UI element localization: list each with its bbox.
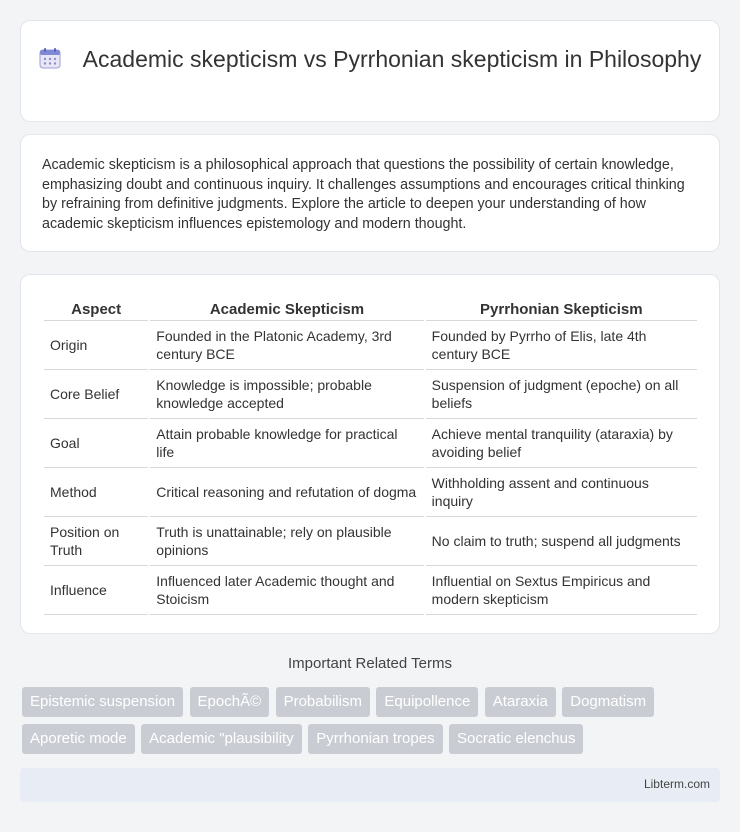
- row-academic: Founded in the Platonic Academy, 3rd century BCE: [150, 321, 423, 370]
- related-term-tag[interactable]: Epistemic suspension: [22, 687, 183, 717]
- table-row: [44, 321, 697, 370]
- row-aspect: Method: [44, 468, 148, 517]
- table-row: [44, 468, 697, 517]
- table-row: [44, 566, 697, 615]
- row-academic: Influenced later Academic thought and Stoicism: [150, 566, 423, 615]
- related-term-tag[interactable]: Pyrrhonian tropes: [308, 724, 442, 754]
- table-row: [44, 370, 697, 419]
- page-title: Academic skepticism vs Pyrrhonian skepticism in Philosophy: [82, 46, 702, 72]
- related-term-tag[interactable]: Ataraxia: [485, 687, 556, 717]
- row-pyrrhonian: Founded by Pyrrho of Elis, late 4th century BCE: [426, 321, 697, 370]
- row-aspect: Influence: [44, 566, 148, 615]
- row-pyrrhonian: Withholding assent and continuous inquiry: [426, 468, 697, 517]
- related-term-tag[interactable]: Dogmatism: [562, 687, 654, 717]
- related-term-tag[interactable]: Probabilism: [276, 687, 370, 717]
- footer: [20, 768, 720, 802]
- header-pyrrhonian: Pyrrhonian Skepticism: [426, 297, 697, 321]
- row-academic: Critical reasoning and refutation of dogma: [150, 468, 423, 517]
- related-term-tag[interactable]: Equipollence: [376, 687, 478, 717]
- row-aspect: Origin: [44, 321, 148, 370]
- row-pyrrhonian: Achieve mental tranquility (ataraxia) by avoiding belief: [426, 419, 697, 468]
- comparison-table-card: [20, 274, 720, 634]
- related-term-tag[interactable]: Aporetic mode: [22, 724, 135, 754]
- row-academic: Attain probable knowledge for practical life: [150, 419, 423, 468]
- row-pyrrhonian: Influential on Sextus Empiricus and modern skepticism: [426, 566, 697, 615]
- table-header-row: [44, 297, 697, 321]
- related-terms-heading: Important Related Terms: [288, 655, 452, 672]
- related-term-tag[interactable]: EpochÃ©: [190, 687, 270, 717]
- comparison-table: [42, 297, 699, 615]
- description-text: Academic skepticism is a philosophical approach that questions the possibility of certain knowledge, emphasizing doubt and continuous inquiry. It challenges assumptions and encourages critical thinking by refraining from definitive judgments. Explore the article to deepen your understanding of how academic skepticism influences epistemology and modern thought.: [42, 157, 685, 232]
- table-row: [44, 517, 697, 566]
- description-card: [20, 134, 720, 252]
- header-aspect: Aspect: [44, 297, 148, 321]
- title-card: [20, 20, 720, 122]
- calendar-icon: [39, 47, 61, 69]
- row-aspect: Position on Truth: [44, 517, 148, 566]
- row-pyrrhonian: No claim to truth; suspend all judgments: [426, 517, 697, 566]
- row-aspect: Goal: [44, 419, 148, 468]
- related-terms-list: [22, 687, 722, 761]
- related-term-tag[interactable]: Academic "plausibility: [141, 724, 302, 754]
- table-row: [44, 419, 697, 468]
- header-academic: Academic Skepticism: [150, 297, 423, 321]
- row-aspect: Core Belief: [44, 370, 148, 419]
- row-academic: Knowledge is impossible; probable knowledge accepted: [150, 370, 423, 419]
- related-term-tag[interactable]: Socratic elenchus: [449, 724, 583, 754]
- page-title-container: [21, 45, 719, 74]
- footer-site-link[interactable]: Libterm.com: [643, 777, 710, 791]
- row-academic: Truth is unattainable; rely on plausible opinions: [150, 517, 423, 566]
- row-pyrrhonian: Suspension of judgment (epoche) on all beliefs: [426, 370, 697, 419]
